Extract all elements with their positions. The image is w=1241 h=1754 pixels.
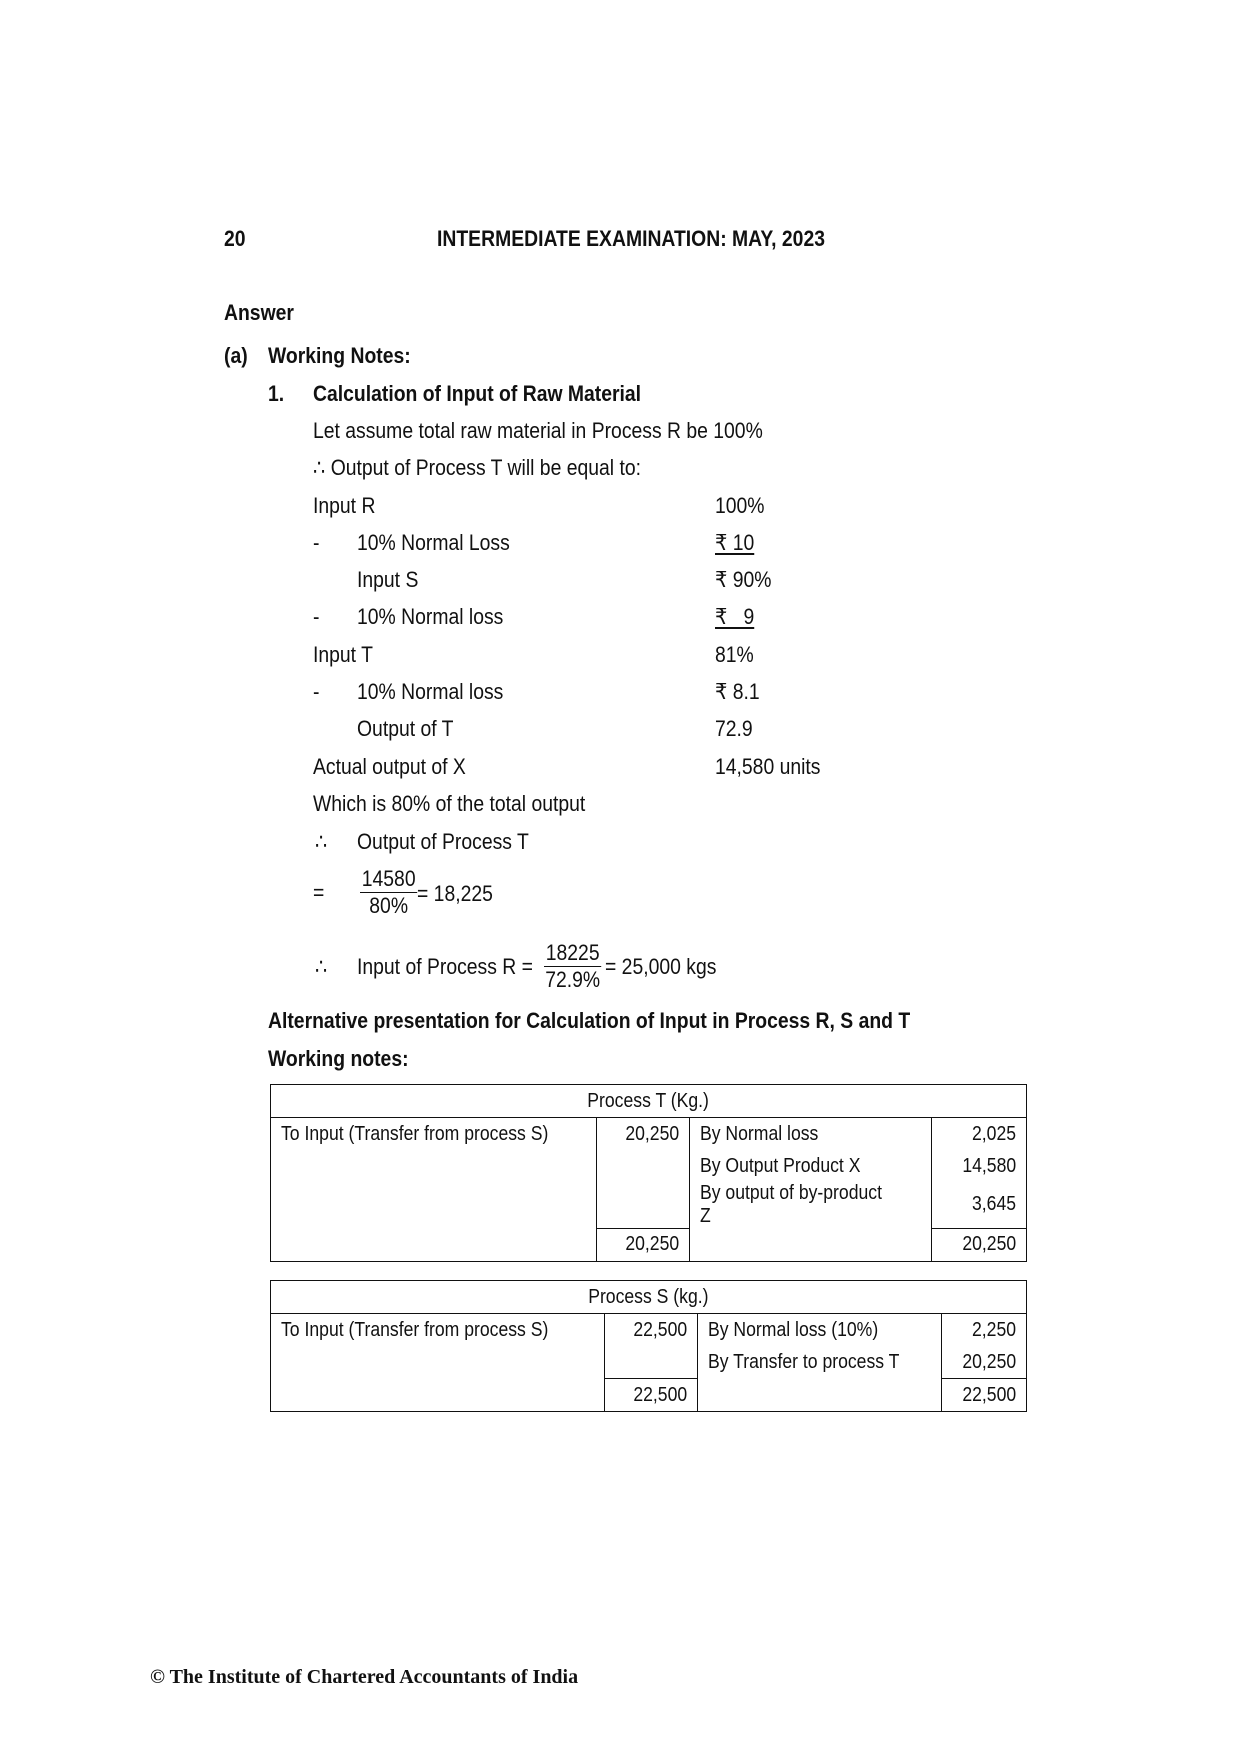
credit-label: By Normal loss (690, 1118, 932, 1151)
row-label: Input S (357, 567, 419, 592)
answer-heading: Answer (224, 300, 294, 325)
fraction-numerator: 14580 (361, 866, 416, 891)
assumption-line: Let assume total raw material in Process R be 100% (313, 418, 763, 443)
debit-label: To Input (Transfer from process S) (271, 1314, 605, 1347)
row-value: ₹ 9 (715, 604, 755, 629)
credit-value: 3,645 (932, 1182, 1027, 1228)
fraction-result: = 18,225 (417, 881, 493, 906)
credit-label: By Transfer to process T (698, 1346, 942, 1379)
table-caption: Process S (kg.) (271, 1281, 1027, 1314)
therefore-symbol: ∴ (315, 954, 328, 979)
fraction (360, 866, 417, 919)
process-s-account (270, 1280, 1027, 1412)
table-row (271, 1118, 1027, 1151)
credit-value: 20,250 (941, 1346, 1026, 1379)
total-debit: 20,250 (597, 1228, 690, 1261)
row-dash: - (313, 530, 320, 555)
credit-value: 2,250 (941, 1314, 1026, 1347)
debit-value: 22,500 (605, 1314, 698, 1347)
total-credit: 20,250 (932, 1228, 1027, 1261)
table-row (271, 1182, 1027, 1228)
which-line: Which is 80% of the total output (313, 791, 586, 816)
row-label: Actual output of X (313, 754, 466, 779)
row-value: 14,580 units (715, 754, 821, 779)
row-value: ₹ 10 (715, 530, 755, 555)
total-row (271, 1379, 1027, 1412)
therefore-line: ∴ Output of Process T will be equal to: (313, 455, 641, 480)
part-label: (a) (224, 343, 248, 368)
process-t-account (270, 1084, 1027, 1262)
fraction-numerator: 18225 (545, 940, 600, 965)
total-credit: 22,500 (941, 1379, 1026, 1412)
credit-value: 2,025 (932, 1118, 1027, 1151)
therefore-symbol: ∴ (315, 829, 328, 854)
fraction-result: = 25,000 kgs (605, 954, 717, 979)
credit-value: 14,580 (932, 1150, 1027, 1182)
output-label: Output of Process T (357, 829, 529, 854)
input-process-r-label: Input of Process R = (357, 954, 533, 979)
row-label: Input T (313, 642, 373, 667)
row-label: Input R (313, 493, 376, 518)
row-dash: - (313, 679, 320, 704)
total-row (271, 1228, 1027, 1261)
row-dash: - (313, 604, 320, 629)
row-label: 10% Normal loss (357, 679, 504, 704)
row-value: ₹ 8.1 (715, 679, 760, 704)
table-row (271, 1150, 1027, 1182)
equals-sign: = (313, 880, 325, 905)
row-value: ₹ 90% (715, 567, 772, 592)
row-label: 10% Normal loss (357, 604, 504, 629)
fraction (544, 940, 601, 993)
footer-copyright: © The Institute of Chartered Accountants of India (150, 1666, 579, 1688)
table-row (271, 1346, 1027, 1379)
row-label: 10% Normal Loss (357, 530, 510, 555)
fraction-denominator: 80% (369, 893, 409, 918)
credit-label: By Output Product X (690, 1150, 932, 1182)
working-notes-heading: Working Notes: (268, 343, 411, 368)
row-value: 100% (715, 493, 765, 518)
fraction-denominator: 72.9% (545, 967, 601, 992)
debit-value: 20,250 (597, 1118, 690, 1151)
debit-label: To Input (Transfer from process S) (271, 1118, 597, 1151)
table-row (271, 1314, 1027, 1347)
page-number: 20 (224, 226, 246, 251)
total-debit: 22,500 (605, 1379, 698, 1412)
table-caption: Process T (Kg.) (271, 1085, 1027, 1118)
credit-label: By output of by-product Z (690, 1182, 932, 1228)
row-label: Output of T (357, 716, 454, 741)
row-value: 72.9 (715, 716, 753, 741)
row-value: 81% (715, 642, 754, 667)
note-number: 1. (268, 381, 285, 406)
note-heading: Calculation of Input of Raw Material (313, 381, 642, 406)
working-notes-subheading: Working notes: (268, 1046, 409, 1071)
page-header-title: INTERMEDIATE EXAMINATION: MAY, 2023 (437, 226, 825, 251)
alternative-heading: Alternative presentation for Calculation of Input in Process R, S and T (268, 1008, 911, 1033)
credit-label: By Normal loss (10%) (698, 1314, 942, 1347)
